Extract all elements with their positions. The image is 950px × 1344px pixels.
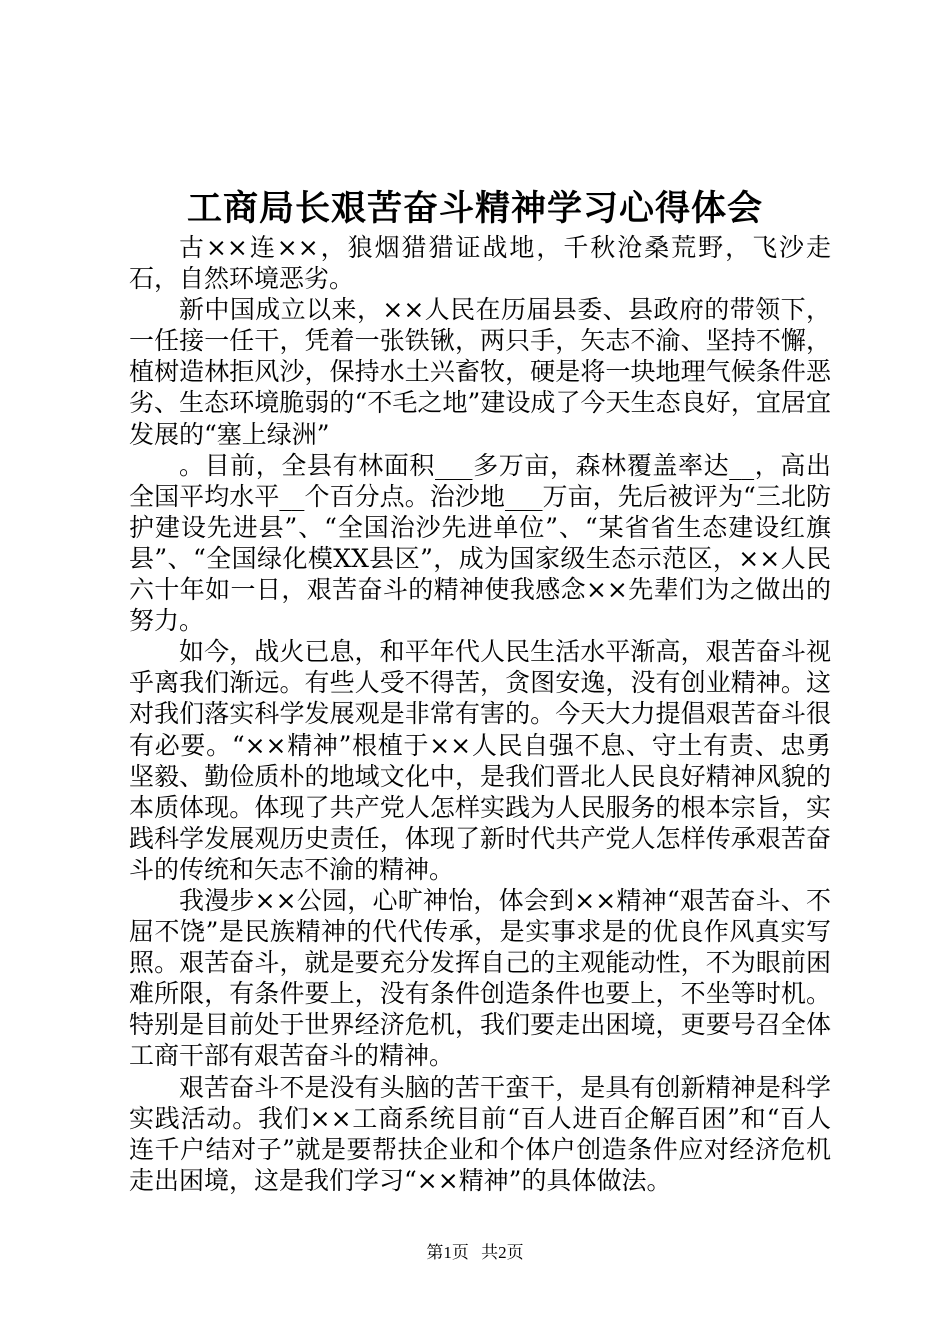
page-footer: [0, 1241, 950, 1265]
document-body: [129, 232, 831, 1196]
document-title: 工商局长艰苦奋斗精神学习心得体会: [186, 188, 763, 229]
paragraph-4: 如今，战火已息，和平年代人民生活水平渐高，艰苦奋斗视乎离我们渐远。有些人受不得苦，贪图安逸，没有创业精神。这对我们落实科学发展观是非常有害的。今天大力提倡艰苦奋斗很有必要。“××精神”根植于××人民自强不息、守土有责、忠勇坚毅、勤俭质朴的地域文化中，是我们晋北人民良好精神风貌的本质体现。体现了共产党人怎样实践为人民服务的根本宗旨，实践科学发展观历史责任，体现了新时代共产党人怎样传承艰苦奋斗的传统和矢志不渝的精神。: [129, 637, 831, 884]
page-number-total: 共2页: [481, 1243, 524, 1262]
paragraph-3: 。目前，全县有林面积___多万亩，森林覆盖率达__，高出全国平均水平__个百分点。治沙地___万亩，先后被评为“三北防护建设先进县”、“全国治沙先进单位”、“某省省生态建设红旗县”、“全国绿化模XX县区”，成为国家级生态示范区，××人民六十年如一日，艰苦奋斗的精神使我感念××先辈们为之做出的努力。: [129, 450, 831, 636]
paragraph-1: 古××连××，狼烟猎猎证战地，千秋沧桑荒野，飞沙走石，自然环境恶劣。: [129, 233, 831, 294]
paragraph-6: 艰苦奋斗不是没有头脑的苦干蛮干，是具有创新精神是科学实践活动。我们××工商系统目前“百人进百企解百困”和“百人连千户结对子”就是要帮扶企业和个体户创造条件应对经济危机走出困境，这是我们学习“××精神”的具体做法。: [129, 1072, 831, 1195]
paragraph-5: 我漫步××公园，心旷神怡，体会到××精神“艰苦奋斗、不屈不饶”是民族精神的代代传承，是实事求是的优良作风真实写照。艰苦奋斗，就是要充分发挥自己的主观能动性，不为眼前困难所限，有条件要上，没有条件创造条件也要上，不坐等时机。特别是目前处于世界经济危机，我们要走出困境，更要号召全体工商干部有艰苦奋斗的精神。: [129, 885, 831, 1071]
page-number-current: 第1页: [426, 1243, 469, 1262]
paragraph-2: 新中国成立以来，××人民在历届县委、县政府的带领下，一任接一任干，凭着一张铁锹，两只手，矢志不渝、坚持不懈，植树造林拒风沙，保持水土兴畜牧，硬是将一块地理气候条件恶劣、生态环境脆弱的“不毛之地”建设成了今天生态良好，宜居宜发展的“塞上绿洲”: [129, 295, 831, 449]
